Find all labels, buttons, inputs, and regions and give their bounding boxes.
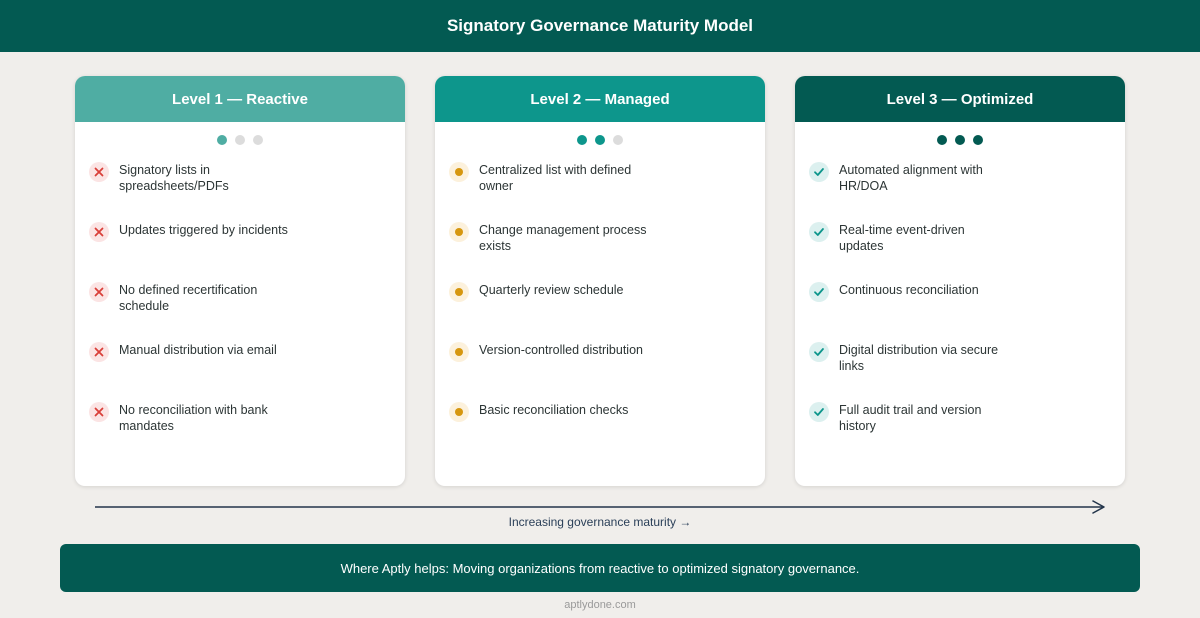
list-item xyxy=(449,158,751,218)
page-title: Signatory Governance Maturity Model xyxy=(0,0,1200,52)
dot-icon xyxy=(449,342,469,362)
list-item xyxy=(89,218,391,278)
list-item-text: Signatory lists in spreadsheets/PDFs xyxy=(119,163,229,193)
x-icon xyxy=(89,402,109,422)
maturity-dot-1 xyxy=(217,135,227,145)
list-item-text: No reconciliation with bank mandates xyxy=(119,403,268,433)
check-icon xyxy=(809,162,829,182)
maturity-dot-3 xyxy=(613,135,623,145)
maturity-dot-2 xyxy=(235,135,245,145)
level-2-header xyxy=(435,76,765,122)
list-item-text: Full audit trail and version history xyxy=(839,403,982,433)
dot-icon xyxy=(449,222,469,242)
x-icon xyxy=(89,222,109,242)
level-3-card xyxy=(795,76,1125,486)
list-item xyxy=(809,398,1111,458)
list-item xyxy=(449,278,751,338)
list-item xyxy=(809,218,1111,278)
level-3-maturity-dots xyxy=(795,122,1125,158)
list-item-text: Centralized list with defined owner xyxy=(479,163,632,193)
list-item-text: Manual distribution via email xyxy=(119,343,277,357)
list-item xyxy=(449,218,751,278)
list-item xyxy=(89,158,391,218)
x-icon xyxy=(89,342,109,362)
level-2-title: Level 2 — Managed xyxy=(530,90,670,108)
list-item-text: Real-time event-driven updates xyxy=(839,223,965,253)
level-2-maturity-dots xyxy=(435,122,765,158)
list-item-text: Continuous reconciliation xyxy=(839,283,979,297)
list-item xyxy=(809,338,1111,398)
dot-icon xyxy=(449,402,469,422)
aptly-callout-banner xyxy=(60,544,1140,592)
x-icon xyxy=(89,282,109,302)
maturity-axis-label: Increasing governance maturity → xyxy=(508,515,692,529)
list-item xyxy=(809,158,1111,218)
maturity-dot-2 xyxy=(955,135,965,145)
list-item-text: Change management process exists xyxy=(479,223,647,253)
list-item-text: Digital distribution via secure links xyxy=(839,343,999,373)
list-item-text: Version-controlled distribution xyxy=(479,343,643,357)
aptly-callout-text: Where Aptly helps: Moving organizations from reactive to optimized signatory governance. xyxy=(340,560,860,576)
check-icon xyxy=(809,402,829,422)
maturity-dot-1 xyxy=(577,135,587,145)
list-item-text: Quarterly review schedule xyxy=(479,283,624,297)
maturity-dot-3 xyxy=(973,135,983,145)
dot-icon xyxy=(449,162,469,182)
list-item-text: Basic reconciliation checks xyxy=(479,403,629,417)
level-1-maturity-dots xyxy=(75,122,405,158)
list-item xyxy=(89,338,391,398)
maturity-dot-1 xyxy=(937,135,947,145)
level-2-card xyxy=(435,76,765,486)
list-item-text: Automated alignment with HR/DOA xyxy=(839,163,983,193)
level-3-title: Level 3 — Optimized xyxy=(886,90,1034,108)
level-1-header xyxy=(75,76,405,122)
check-icon xyxy=(809,342,829,362)
list-item xyxy=(449,338,751,398)
maturity-dot-2 xyxy=(595,135,605,145)
level-3-header xyxy=(795,76,1125,122)
list-item xyxy=(89,398,391,458)
site-credit: aptlydone.com xyxy=(564,599,636,611)
maturity-dot-3 xyxy=(253,135,263,145)
list-item-text: Updates triggered by incidents xyxy=(119,223,288,237)
x-icon xyxy=(89,162,109,182)
level-1-card xyxy=(75,76,405,486)
check-icon xyxy=(809,282,829,302)
list-item xyxy=(809,278,1111,338)
list-item-text: No defined recertification schedule xyxy=(119,283,258,313)
dot-icon xyxy=(449,282,469,302)
level-1-title: Level 1 — Reactive xyxy=(172,90,308,108)
list-item xyxy=(89,278,391,338)
list-item xyxy=(449,398,751,458)
check-icon xyxy=(809,222,829,242)
maturity-arrow xyxy=(95,500,1107,514)
